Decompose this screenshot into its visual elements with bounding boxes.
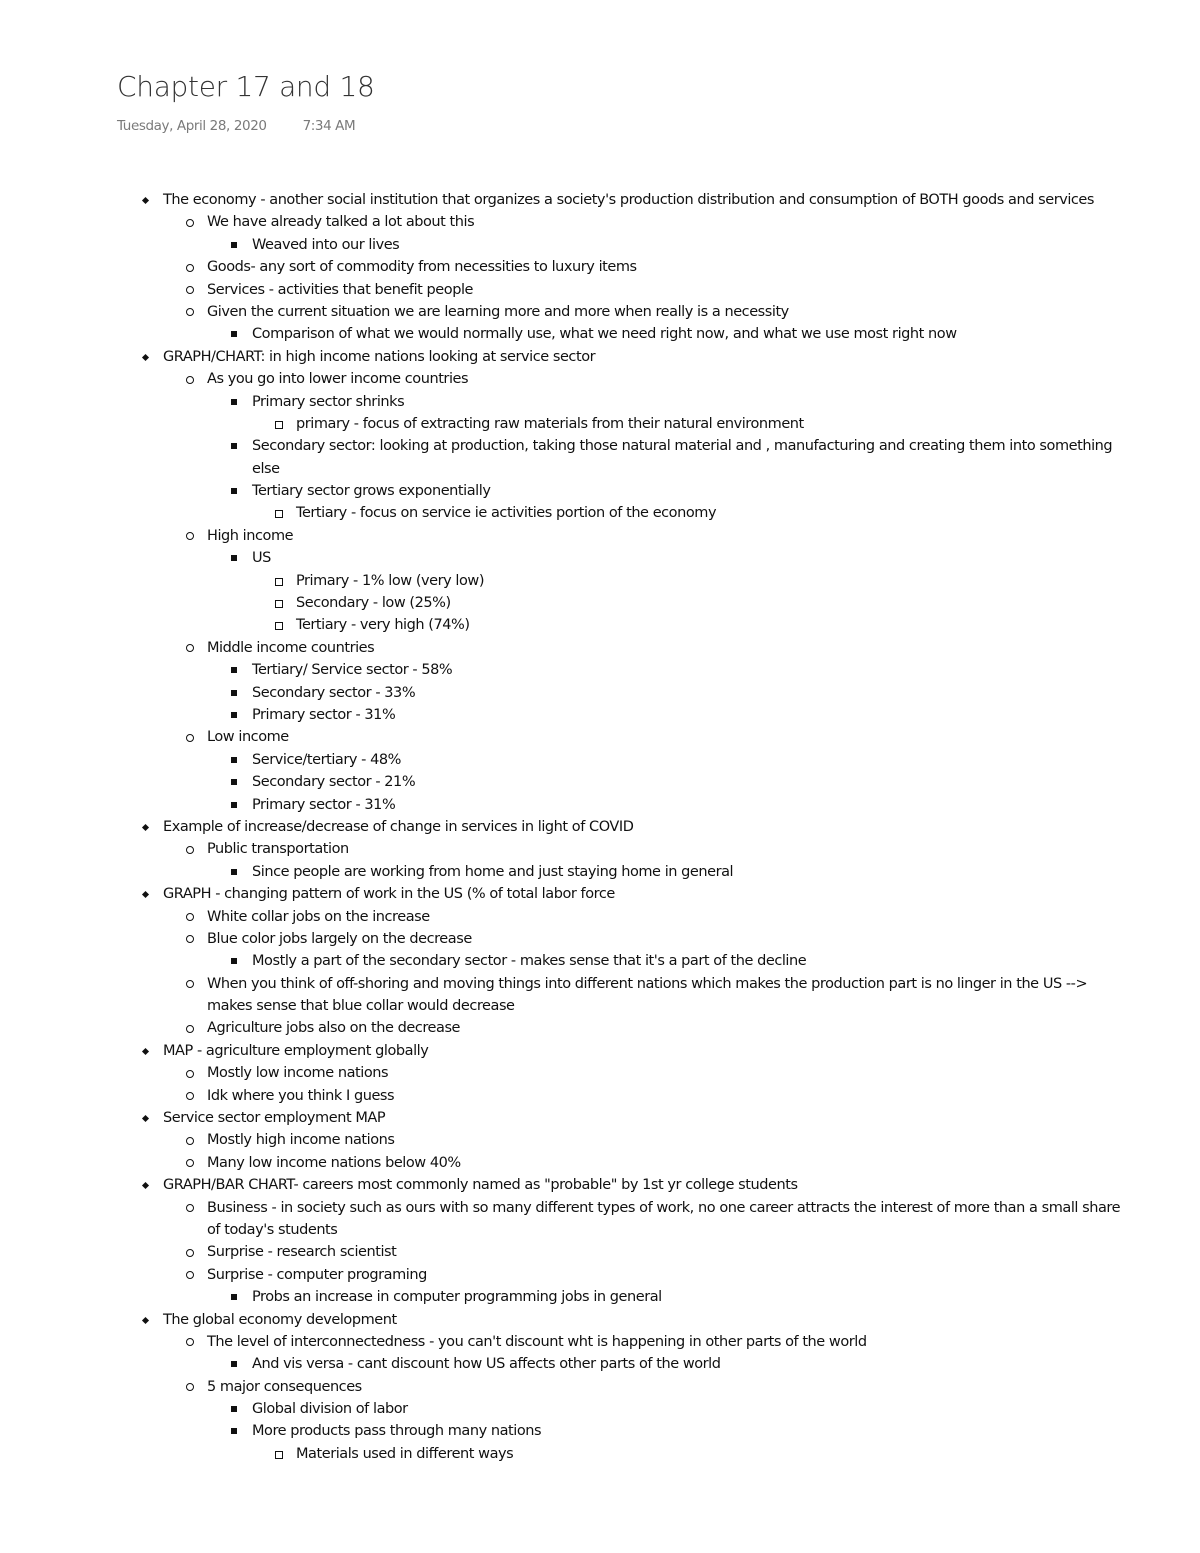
outline-item-level-3 xyxy=(0,749,1200,771)
outline-item-level-2 xyxy=(0,726,1200,748)
outline-item-text: Primary sector shrinks xyxy=(252,393,405,410)
outline-item-level-4 xyxy=(0,592,1200,614)
circle-bullet-icon xyxy=(184,928,196,950)
diamond-bullet-icon xyxy=(140,1040,152,1062)
outline-item-level-4 xyxy=(0,614,1200,636)
outline-item-level-3 xyxy=(0,794,1200,816)
outline-item-level-2 xyxy=(0,1085,1200,1107)
diamond-bullet-icon xyxy=(140,189,152,211)
outline-item-level-2 xyxy=(0,1129,1200,1151)
outline-item-level-2 xyxy=(0,525,1200,547)
outline-item-text: The global economy development xyxy=(163,1311,397,1328)
outline-item-text: The level of interconnectedness - you can't discount wht is happening in other parts of the world xyxy=(207,1333,867,1350)
outline-item-text: Probs an increase in computer programming jobs in general xyxy=(252,1289,662,1306)
outline-item-text: We have already talked a lot about this xyxy=(207,214,475,231)
outline-item-level-2 xyxy=(0,279,1200,301)
outline-item-text: Tertiary - focus on service ie activities portion of the economy xyxy=(296,505,717,522)
outline-item-text: Many low income nations below 40% xyxy=(207,1154,461,1171)
outline-item-level-2 xyxy=(0,637,1200,659)
square-bullet-icon xyxy=(229,234,241,256)
outline-item-text: makes sense that blue collar would decrease xyxy=(207,998,515,1015)
outline-item-text: Mostly low income nations xyxy=(207,1065,389,1082)
square-bullet-icon xyxy=(229,547,241,569)
outline-item-level-3 xyxy=(0,435,1200,457)
circle-bullet-icon xyxy=(184,1152,196,1174)
outline-item-level-2 xyxy=(0,1017,1200,1039)
outline-item-text: Global division of labor xyxy=(252,1401,408,1418)
outline-item-text: The economy - another social institution that organizes a society's production distribution and consumption of BOTH goods and services xyxy=(163,192,1095,208)
outline-item-level-2 xyxy=(0,1152,1200,1174)
outline-item-level-2 xyxy=(0,211,1200,233)
circle-bullet-icon xyxy=(184,637,196,659)
square-bullet-icon xyxy=(229,1420,241,1442)
outline-item-level-4 xyxy=(0,502,1200,524)
diamond-bullet-icon xyxy=(140,1309,152,1331)
outline-item-level-3 xyxy=(0,704,1200,726)
outline-item-text: Blue color jobs largely on the decrease xyxy=(207,930,472,947)
outline-item-level-3 xyxy=(0,950,1200,972)
hollow-square-bullet-icon xyxy=(273,1443,285,1465)
diamond-bullet-icon xyxy=(140,816,152,838)
square-bullet-icon xyxy=(229,1398,241,1420)
square-bullet-icon xyxy=(229,1353,241,1375)
outline-item-level-1 xyxy=(0,816,1200,838)
outline-item-text: GRAPH - changing pattern of work in the US (% of total labor force xyxy=(163,886,615,903)
outline-item-text: Given the current situation we are learning more and more when really is a necessity xyxy=(207,303,789,320)
outline-item-text: Materials used in different ways xyxy=(296,1445,514,1462)
outline-item-level-3 xyxy=(0,771,1200,793)
outline-item-level-1 xyxy=(0,346,1200,368)
circle-bullet-icon xyxy=(184,1197,196,1219)
outline-item-text: Secondary sector - 33% xyxy=(252,684,416,701)
outline-item-level-3 xyxy=(0,234,1200,256)
circle-bullet-icon xyxy=(184,973,196,995)
outline-item-text: of today's students xyxy=(207,1221,338,1238)
outline-item-level-4 xyxy=(0,570,1200,592)
outline-item-text: When you think of off-shoring and moving things into different nations which makes the production part is no linger in the US --> xyxy=(207,975,1088,992)
outline-item-text: Idk where you think I guess xyxy=(207,1087,395,1104)
page-time: 7:34 AM xyxy=(302,118,356,134)
outline-item-text: Primary sector - 31% xyxy=(252,796,396,813)
outline-item-level-2 xyxy=(0,1376,1200,1398)
outline-item-level-3 xyxy=(0,391,1200,413)
outline-item-text: High income xyxy=(207,527,294,544)
outline-item-text: Primary sector - 31% xyxy=(252,706,396,723)
circle-bullet-icon xyxy=(184,906,196,928)
outline-item-level-1 xyxy=(0,1174,1200,1196)
outline-item-level-2 xyxy=(0,1241,1200,1263)
square-bullet-icon xyxy=(229,480,241,502)
page-title: Chapter 17 and 18 xyxy=(117,70,375,103)
outline-item-text: Tertiary sector grows exponentially xyxy=(252,483,491,500)
outline-item-text: Agriculture jobs also on the decrease xyxy=(207,1020,461,1037)
outline-item-level-2 xyxy=(0,995,1200,1017)
outline-item-level-2 xyxy=(0,301,1200,323)
square-bullet-icon xyxy=(229,749,241,771)
outline-item-level-2 xyxy=(0,1062,1200,1084)
circle-bullet-icon xyxy=(184,1331,196,1353)
outline-item-level-2 xyxy=(0,973,1200,995)
circle-bullet-icon xyxy=(184,1062,196,1084)
circle-bullet-icon xyxy=(184,1264,196,1286)
outline-item-text: GRAPH/CHART: in high income nations looking at service sector xyxy=(163,348,596,365)
outline-item-text: Secondary - low (25%) xyxy=(296,595,451,612)
outline-item-text: Primary - 1% low (very low) xyxy=(296,572,485,589)
outline-item-text: US xyxy=(252,550,271,567)
outline-item-text: White collar jobs on the increase xyxy=(207,908,430,925)
outline-item-text: Business - in society such as ours with so many different types of work, no one career attracts the interest of more than a small share xyxy=(207,1199,1121,1216)
circle-bullet-icon xyxy=(184,368,196,390)
outline-item-text: Mostly high income nations xyxy=(207,1132,395,1149)
outline-item-text: Service/tertiary - 48% xyxy=(252,751,401,768)
outline-item-text: Tertiary/ Service sector - 58% xyxy=(252,662,453,679)
outline-item-level-3 xyxy=(0,1420,1200,1442)
outline-item-level-4 xyxy=(0,1443,1200,1465)
outline-item-level-3 xyxy=(0,458,1200,480)
diamond-bullet-icon xyxy=(140,346,152,368)
hollow-square-bullet-icon xyxy=(273,502,285,524)
circle-bullet-icon xyxy=(184,1085,196,1107)
outline-item-level-3 xyxy=(0,861,1200,883)
outline-item-level-3 xyxy=(0,1398,1200,1420)
outline-item-text: MAP - agriculture employment globally xyxy=(163,1042,429,1059)
diamond-bullet-icon xyxy=(140,1174,152,1196)
outline-item-level-3 xyxy=(0,659,1200,681)
outline-item-level-2 xyxy=(0,1331,1200,1353)
square-bullet-icon xyxy=(229,704,241,726)
square-bullet-icon xyxy=(229,794,241,816)
outline-item-level-2 xyxy=(0,368,1200,390)
outline-item-text: Secondary sector: looking at production, taking those natural material and , manufacturing and creating them into something xyxy=(252,438,1113,455)
outline-item-text: Public transportation xyxy=(207,841,349,858)
outline-item-text: Tertiary - very high (74%) xyxy=(296,617,470,634)
outline-item-level-1 xyxy=(0,883,1200,905)
circle-bullet-icon xyxy=(184,1376,196,1398)
circle-bullet-icon xyxy=(184,279,196,301)
circle-bullet-icon xyxy=(184,838,196,860)
outline-item-text: Surprise - computer programing xyxy=(207,1266,427,1283)
outline-item-text: And vis versa - cant discount how US affects other parts of the world xyxy=(252,1356,721,1373)
outline-item-text: else xyxy=(252,460,280,477)
circle-bullet-icon xyxy=(184,301,196,323)
outline-item-level-1 xyxy=(0,1107,1200,1129)
square-bullet-icon xyxy=(229,659,241,681)
outline-item-text: Services - activities that benefit people xyxy=(207,281,473,298)
outline-item-level-2 xyxy=(0,1219,1200,1241)
circle-bullet-icon xyxy=(184,726,196,748)
outline-item-text: Middle income countries xyxy=(207,639,375,656)
outline-item-text: Comparison of what we would normally use, what we need right now, and what we use most right now xyxy=(252,326,957,343)
outline-item-text: Low income xyxy=(207,729,289,746)
notes-outline xyxy=(0,189,1200,1465)
square-bullet-icon xyxy=(229,323,241,345)
outline-item-text: As you go into lower income countries xyxy=(207,371,469,388)
diamond-bullet-icon xyxy=(140,883,152,905)
outline-item-level-1 xyxy=(0,189,1200,211)
outline-item-level-2 xyxy=(0,1264,1200,1286)
page-meta xyxy=(117,118,355,134)
circle-bullet-icon xyxy=(184,1129,196,1151)
circle-bullet-icon xyxy=(184,1017,196,1039)
page-date: Tuesday, April 28, 2020 xyxy=(117,118,267,134)
square-bullet-icon xyxy=(229,950,241,972)
outline-item-text: Goods- any sort of commodity from necessities to luxury items xyxy=(207,259,637,276)
outline-item-level-4 xyxy=(0,413,1200,435)
outline-item-text: 5 major consequences xyxy=(207,1378,362,1395)
outline-item-level-2 xyxy=(0,906,1200,928)
outline-item-text: Weaved into our lives xyxy=(252,236,400,253)
outline-item-level-3 xyxy=(0,480,1200,502)
circle-bullet-icon xyxy=(184,256,196,278)
outline-item-text: More products pass through many nations xyxy=(252,1423,542,1440)
outline-item-text: Secondary sector - 21% xyxy=(252,774,416,791)
outline-item-level-2 xyxy=(0,256,1200,278)
circle-bullet-icon xyxy=(184,1241,196,1263)
outline-item-level-1 xyxy=(0,1040,1200,1062)
outline-item-level-2 xyxy=(0,928,1200,950)
outline-item-text: Service sector employment MAP xyxy=(163,1110,386,1127)
outline-item-level-3 xyxy=(0,547,1200,569)
outline-item-text: Mostly a part of the secondary sector - makes sense that it's a part of the decline xyxy=(252,953,807,970)
outline-item-level-3 xyxy=(0,1286,1200,1308)
outline-item-level-3 xyxy=(0,682,1200,704)
outline-item-text: GRAPH/BAR CHART- careers most commonly named as "probable" by 1st yr college students xyxy=(163,1177,798,1194)
square-bullet-icon xyxy=(229,435,241,457)
diamond-bullet-icon xyxy=(140,1107,152,1129)
circle-bullet-icon xyxy=(184,525,196,547)
square-bullet-icon xyxy=(229,682,241,704)
outline-item-text: primary - focus of extracting raw materials from their natural environment xyxy=(296,415,804,432)
hollow-square-bullet-icon xyxy=(273,592,285,614)
hollow-square-bullet-icon xyxy=(273,570,285,592)
circle-bullet-icon xyxy=(184,211,196,233)
square-bullet-icon xyxy=(229,771,241,793)
outline-item-text: Example of increase/decrease of change in services in light of COVID xyxy=(163,818,634,835)
outline-item-level-3 xyxy=(0,323,1200,345)
hollow-square-bullet-icon xyxy=(273,614,285,636)
square-bullet-icon xyxy=(229,1286,241,1308)
outline-item-level-3 xyxy=(0,1353,1200,1375)
hollow-square-bullet-icon xyxy=(273,413,285,435)
outline-item-level-2 xyxy=(0,838,1200,860)
outline-item-level-1 xyxy=(0,1309,1200,1331)
outline-item-level-2 xyxy=(0,1197,1200,1219)
square-bullet-icon xyxy=(229,861,241,883)
square-bullet-icon xyxy=(229,391,241,413)
outline-item-text: Surprise - research scientist xyxy=(207,1244,397,1261)
outline-item-text: Since people are working from home and just staying home in general xyxy=(252,863,734,880)
